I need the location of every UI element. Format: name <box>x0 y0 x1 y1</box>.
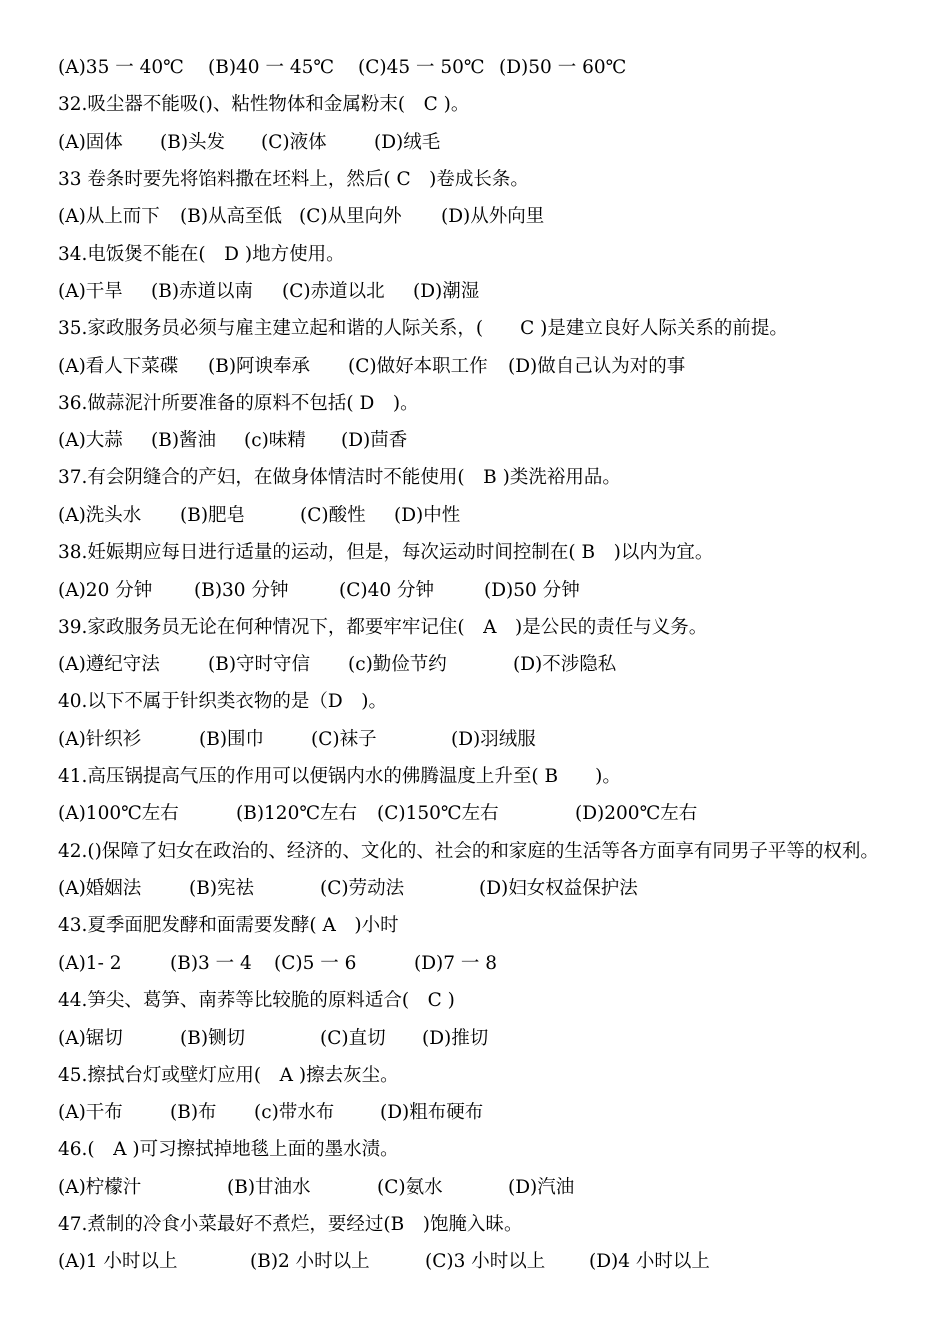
option-d: (D)4 小时以上 <box>589 1251 710 1272</box>
options-row-39 <box>58 652 938 678</box>
question-34: 34.电饭煲不能在( D )地方使用。 <box>58 244 345 265</box>
option-c: (c)勤俭节约 <box>348 654 447 675</box>
question-47: 47.煮制的冷食小菜最好不煮烂，要经过(B )饱腌入昧。 <box>58 1214 523 1235</box>
options-row-38 <box>58 578 938 604</box>
option-b: (B)40 一 45℃ <box>208 57 335 78</box>
option-a: (A)婚姻法 <box>58 878 142 899</box>
option-d: (D)从外向里 <box>441 206 545 227</box>
options-row-42 <box>58 876 938 902</box>
option-a: (A)看人下菜碟 <box>58 356 179 377</box>
option-c: (C)酸性 <box>300 505 366 526</box>
option-d: (D)不涉隐私 <box>513 654 617 675</box>
option-b: (B)赤道以南 <box>151 281 254 302</box>
option-a: (A)针织衫 <box>58 729 142 750</box>
option-a: (A)从上而下 <box>58 206 160 227</box>
question-41: 41.高压锅提高气压的作用可以便锅内水的佛腾温度上升至( B )。 <box>58 766 621 787</box>
options-row-34 <box>58 279 938 305</box>
option-a: (A)固体 <box>58 132 123 153</box>
options-row-41 <box>58 801 938 827</box>
option-d: (D)中性 <box>394 505 461 526</box>
options-row-44 <box>58 1026 938 1052</box>
option-d: (D)50 一 60℃ <box>499 57 627 78</box>
option-c: (c)带水布 <box>254 1102 335 1123</box>
question-38: 38.妊娠期应每日进行适量的运动，但是，每次运动时间控制在( B )以内为宜。 <box>58 542 714 563</box>
option-d: (D)做自己认为对的事 <box>508 356 686 377</box>
options-row-45 <box>58 1100 938 1126</box>
option-b: (B)头发 <box>160 132 226 153</box>
option-d: (D)汽油 <box>508 1177 575 1198</box>
options-row-37 <box>58 503 938 529</box>
question-44: 44.笋尖、葛笋、南荞等比较脆的原料适合( C ) <box>58 990 455 1011</box>
option-a: (A)干旱 <box>58 281 123 302</box>
question-40: 40.以下不属于针织类衣物的是（D )。 <box>58 691 387 712</box>
option-b: (B)甘油水 <box>227 1177 311 1198</box>
option-a: (A)100℃左右 <box>58 803 179 824</box>
option-b: (B)围巾 <box>199 729 265 750</box>
option-c: (C)40 分钟 <box>339 580 435 601</box>
option-c: (C)做好本职工作 <box>348 356 488 377</box>
question-35: 35.家政服务员必须与雇主建立起和谐的人际关系，( C )是建立良好人际关系的前提。 <box>58 318 788 339</box>
option-a: (A)1- 2 <box>58 953 122 974</box>
option-c: (c)味精 <box>244 430 306 451</box>
option-c: (C)5 一 6 <box>274 953 357 974</box>
question-42: 42.()保障了妇女在政治的、经济的、文化的、社会的和家庭的生活等各方面享有同男子平等的权利。 <box>58 841 879 862</box>
option-b: (B)120℃左右 <box>236 803 358 824</box>
option-b: (B)3 一 4 <box>170 953 252 974</box>
option-b: (B)从高至低 <box>180 206 283 227</box>
option-c: (C)劳动法 <box>320 878 405 899</box>
option-c: (C)液体 <box>261 132 327 153</box>
option-a: (A)大蒜 <box>58 430 123 451</box>
option-b: (B)宪祛 <box>189 878 255 899</box>
option-d: (D)羽绒服 <box>451 729 536 750</box>
option-b: (B)铡切 <box>180 1028 246 1049</box>
option-a: (A)洗头水 <box>58 505 142 526</box>
question-46: 46.( A )可习擦拭掉地毯上面的墨水渍。 <box>58 1139 399 1160</box>
option-d: (D)茴香 <box>341 430 408 451</box>
option-c: (C)从里向外 <box>299 206 402 227</box>
options-row-46 <box>58 1175 938 1201</box>
question-36: 36.做蒜泥汁所要准备的原料不包括( D )。 <box>58 393 419 414</box>
option-c: (C)赤道以北 <box>282 281 385 302</box>
option-c: (C)45 一 50℃ <box>358 57 485 78</box>
option-a: (A)干布 <box>58 1102 123 1123</box>
option-d: (D)7 一 8 <box>414 953 498 974</box>
question-37: 37.有会阴缝合的产妇，在做身体情洁时不能使用( B )类洗裕用品。 <box>58 467 621 488</box>
option-a: (A)1 小时以上 <box>58 1251 178 1272</box>
option-d: (D)绒毛 <box>374 132 441 153</box>
option-b: (B)30 分钟 <box>194 580 289 601</box>
option-c: (C)氨水 <box>377 1177 443 1198</box>
options-row-35 <box>58 354 938 380</box>
question-33: 33 卷条时要先将馅料撒在坯料上，然后( C )卷成长条。 <box>58 169 529 190</box>
option-c: (C)袜子 <box>311 729 377 750</box>
option-b: (B)阿谀奉承 <box>208 356 311 377</box>
option-d: (D)200℃左右 <box>575 803 698 824</box>
options-row-47 <box>58 1249 938 1275</box>
options-row-32 <box>58 130 938 156</box>
option-a: (A)遵纪守法 <box>58 654 160 675</box>
option-b: (B)布 <box>170 1102 217 1123</box>
question-43: 43.夏季面肥发酵和面需要发酵( A )小时 <box>58 915 399 936</box>
option-a: (A)锯切 <box>58 1028 123 1049</box>
option-d: (D)50 分钟 <box>484 580 580 601</box>
question-32: 32.吸尘器不能吸()、粘性物体和金属粉末( C )。 <box>58 94 470 115</box>
option-c: (C)150℃左右 <box>377 803 499 824</box>
option-b: (B)酱油 <box>151 430 217 451</box>
option-a: (A)20 分钟 <box>58 580 153 601</box>
option-d: (D)推切 <box>422 1028 489 1049</box>
option-d: (D)潮湿 <box>413 281 480 302</box>
options-row-40 <box>58 727 938 753</box>
option-a: (A)35 一 40℃ <box>58 57 184 78</box>
option-c: (C)3 小时以上 <box>425 1251 546 1272</box>
option-b: (B)肥皂 <box>180 505 246 526</box>
question-39: 39.家政服务员无论在何种情况下，都要牢牢记住( A )是公民的责任与义务。 <box>58 617 708 638</box>
option-b: (B)2 小时以上 <box>250 1251 370 1272</box>
option-d: (D)妇女权益保护法 <box>479 878 638 899</box>
option-b: (B)守时守信 <box>208 654 311 675</box>
options-row-36 <box>58 428 938 454</box>
option-d: (D)粗布硬布 <box>380 1102 484 1123</box>
options-row-43 <box>58 951 938 977</box>
question-45: 45.擦拭台灯或壁灯应用( A )擦去灰尘。 <box>58 1065 399 1086</box>
options-row-top <box>58 55 938 81</box>
option-a: (A)柠檬汁 <box>58 1177 142 1198</box>
option-c: (C)直切 <box>320 1028 386 1049</box>
options-row-33 <box>58 204 938 230</box>
